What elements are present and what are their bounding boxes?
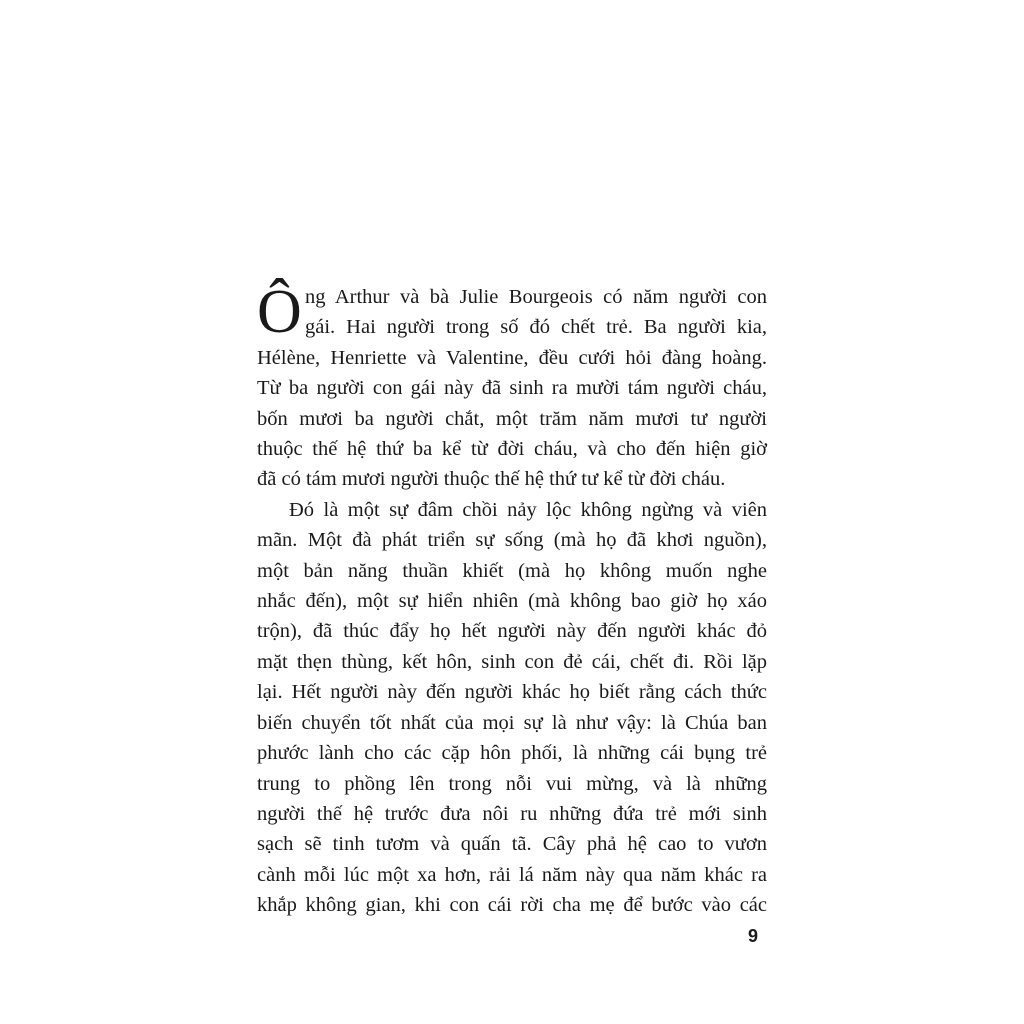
text-line: đã có tám mươi người thuộc thế hệ thứ tư kể từ đời cháu. — [257, 468, 726, 491]
text-line: thuộc thế hệ thứ ba kể từ đời cháu, và cho đến hiện giờ — [257, 438, 767, 461]
text-line: trung to phồng lên trong nỗi vui mừng, và là những — [257, 772, 767, 795]
paragraph-2 — [257, 495, 767, 921]
text-line: biến chuyển tốt nhất của mọi sự là như vậy: là Chúa ban — [257, 711, 767, 734]
text-line: trộn), đã thúc đẩy họ hết người này đến người khác đỏ — [257, 620, 767, 643]
text-line: phước lành cho các cặp hôn phối, là những cái bụng trẻ — [257, 742, 767, 765]
text-line: gái. Hai người trong số đó chết trẻ. Ba người kia, — [305, 316, 767, 339]
text-line: sạch sẽ tinh tươm và quấn tã. Cây phả hệ cao to vươn — [257, 833, 767, 856]
text-line: nhắc đến), một sự hiển nhiên (mà không bao giờ họ xáo — [257, 590, 767, 613]
text-line: mặt thẹn thùng, kết hôn, sinh con đẻ cái, chết đi. Rồi lặp — [257, 650, 767, 673]
body-text — [257, 278, 767, 921]
text-line: khắp không gian, khi con cái rời cha mẹ để bước vào các — [257, 894, 767, 917]
text-line: ng Arthur và bà Julie Bourgeois có năm người con — [305, 286, 767, 308]
text-line: bốn mươi ba người chắt, một trăm năm mươi tư người — [257, 407, 767, 430]
text-line: Hélène, Henriette và Valentine, đều cưới hỏi đàng hoàng. — [257, 346, 767, 369]
text-line: mãn. Một đà phát triển sự sống (mà họ đã khơi nguồn), — [257, 529, 767, 552]
text-line: Đó là một sự đâm chồi nảy lộc không ngừng và viên — [289, 498, 767, 521]
text-line: người thế hệ trước đưa nôi ru những đứa trẻ mới sinh — [257, 802, 767, 825]
text-line: một bản năng thuần khiết (mà họ không muốn nghe — [257, 559, 767, 582]
text-line: Từ ba người con gái này đã sinh ra mười tám người cháu, — [257, 377, 767, 400]
paragraph-1 — [257, 278, 767, 495]
text-line: lại. Hết người này đến người khác họ biết rằng cách thức — [257, 681, 767, 704]
page-number: 9 — [748, 926, 759, 946]
drop-cap: Ô — [257, 278, 302, 346]
text-line: cành mỗi lúc một xa hơn, rải lá năm này qua năm khác ra — [257, 863, 767, 886]
